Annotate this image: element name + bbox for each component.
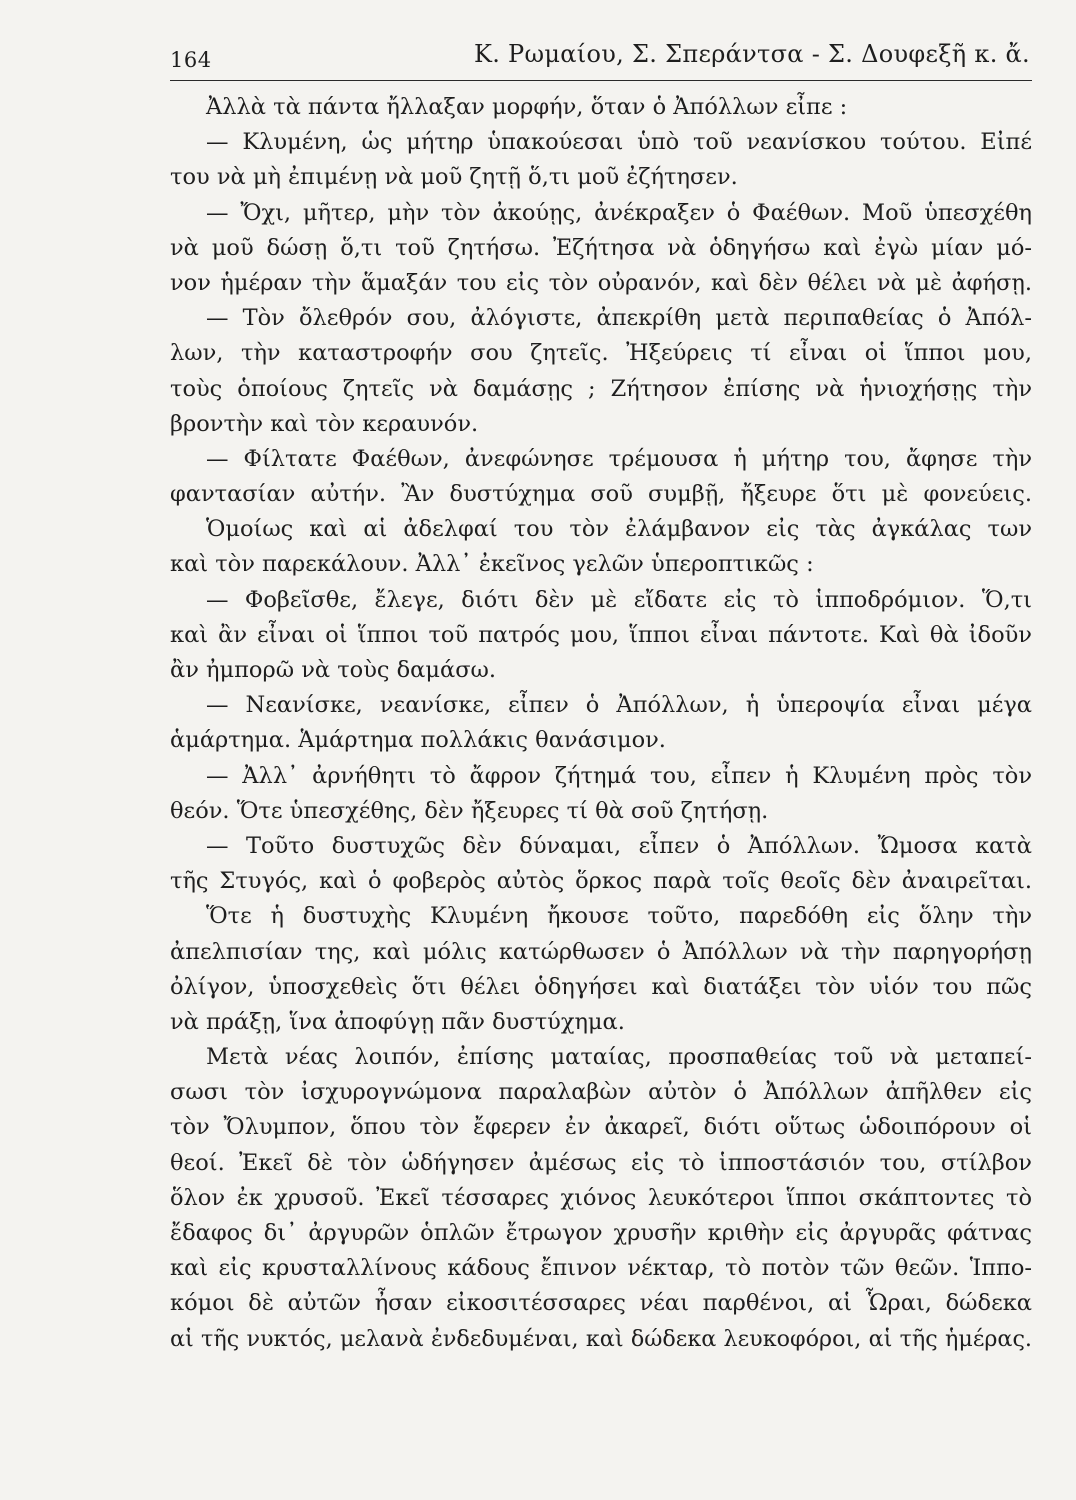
body-text <box>170 90 1032 1357</box>
text-line: Ἀλλὰ τὰ πάντα ἤλλαξαν μορφήν, ὅταν ὁ Ἀπόλλων εἶπε : <box>206 94 848 120</box>
text-line: νον ἡμέραν τὴν ἅμαξάν του εἰς τὸν οὐρανόν, καὶ δὲν θέλει νὰ μὲ ἀφήσῃ. <box>170 269 1032 296</box>
text-line: νὰ μοῦ δώσῃ ὅ,τι τοῦ ζητήσω. Ἐζήτησα νὰ ὁδηγήσω καὶ ἐγὼ μίαν μό- <box>170 234 1032 261</box>
text-line: ἀπελπισίαν της, καὶ μόλις κατώρθωσεν ὁ Ἀπόλλων νὰ τὴν παρηγορήσῃ <box>170 938 1032 965</box>
text-line: τοὺς ὁποίους ζητεῖς νὰ δαμάσῃς ; Ζήτησον ἐπίσης νὰ ἡνιοχήσῃς τὴν <box>170 375 1032 402</box>
text-line: τῆς Στυγός, καὶ ὁ φοβερὸς αὐτὸς ὅρκος παρὰ τοῖς θεοῖς δὲν ἀναιρεῖται. <box>170 868 1032 895</box>
text-line: κόμοι δὲ αὐτῶν ἦσαν εἰκοσιτέσσαρες νέαι παρθένοι, αἱ Ὧραι, δώδεκα <box>170 1290 1032 1317</box>
text-line: βροντὴν καὶ τὸν κεραυνόν. <box>170 410 479 437</box>
text-line: — Κλυμένη, ὡς μήτηρ ὑπακούεσαι ὑπὸ τοῦ νεανίσκου τούτου. Εἰπέ <box>206 129 1032 156</box>
text-line: ἂν ἠμπορῶ νὰ τοὺς δαμάσω. <box>170 657 497 683</box>
text-line: — Τὸν ὄλεθρόν σου, ἀλόγιστε, ἀπεκρίθη μετὰ περιπαθείας ὁ Ἀπόλ- <box>206 305 1032 332</box>
running-head: Κ. Ρωμαίου, Σ. Σπεράντσα - Σ. Δουφεξῆ κ. ἄ. <box>473 40 1030 68</box>
text-line: τὸν Ὄλυμπον, ὅπου τὸν ἔφερεν ἐν ἀκαρεῖ, διότι οὕτως ὡδοιπόρουν οἱ <box>170 1114 1032 1141</box>
text-line: Ὅτε ἡ δυστυχὴς Κλυμένη ἤκουσε τοῦτο, παρεδόθη εἰς ὅλην τὴν <box>206 903 1032 930</box>
page-number: 164 <box>170 48 212 72</box>
text-line: σωσι τὸν ἰσχυρογνώμονα παραλαβὼν αὐτὸν ὁ Ἀπόλλων ἀπῆλθεν εἰς <box>170 1079 1032 1106</box>
text-line: ὅλον ἐκ χρυσοῦ. Ἐκεῖ τέσσαρες χιόνος λευκότεροι ἵπποι σκάπτοντες τὸ <box>170 1184 1032 1211</box>
text-line: καὶ εἰς κρυσταλλίνους κάδους ἔπινον νέκταρ, τὸ ποτὸν τῶν θεῶν. Ἱππο- <box>170 1255 1032 1282</box>
text-line: Ὁμοίως καὶ αἱ ἀδελφαί του τὸν ἐλάμβανον εἰς τὰς ἀγκάλας των <box>206 516 1032 543</box>
text-line: Μετὰ νέας λοιπόν, ἐπίσης ματαίας, προσπαθείας τοῦ νὰ μεταπεί- <box>206 1044 1032 1071</box>
text-line: ὀλίγον, ὑποσχεθεὶς ὅτι θέλει ὁδηγήσει καὶ διατάξει τὸν υἱόν του πῶς <box>170 973 1032 1000</box>
text-line: φαντασίαν αὐτήν. Ἂν δυστύχημα σοῦ συμβῇ, ἤξευρε ὅτι μὲ φονεύεις. <box>170 481 1032 508</box>
text-line: θεοί. Ἐκεῖ δὲ τὸν ὡδήγησεν ἀμέσως εἰς τὸ ἱπποστάσιόν του, στίλβον <box>170 1149 1032 1176</box>
text-line: — Ἀλλ᾽ ἀρνήθητι τὸ ἄφρον ζήτημά του, εἶπεν ἡ Κλυμένη πρὸς τὸν <box>206 762 1032 789</box>
text-line: ἁμάρτημα. Ἁμάρτημα πολλάκις θανάσιμον. <box>170 727 666 754</box>
text-line: του νὰ μὴ ἐπιμένῃ νὰ μοῦ ζητῇ ὅ,τι μοῦ ἐζήτησεν. <box>170 164 738 191</box>
text-line: — Τοῦτο δυστυχῶς δὲν δύναμαι, εἶπεν ὁ Ἀπόλλων. Ὤμοσα κατὰ <box>206 832 1032 859</box>
text-line: — Ὄχι, μῆτερ, μὴν τὸν ἀκούῃς, ἀνέκραξεν ὁ Φαέθων. Μοῦ ὑπεσχέθη <box>206 199 1032 226</box>
text-line: λων, τὴν καταστροφήν σου ζητεῖς. Ἠξεύρεις τί εἶναι οἱ ἵπποι μου, <box>170 340 1032 367</box>
text-line: νὰ πράξῃ, ἵνα ἀποφύγῃ πᾶν δυστύχημα. <box>170 1008 625 1035</box>
text-line: θεόν. Ὅτε ὑπεσχέθης, δὲν ἤξευρες τί θὰ σοῦ ζητήσῃ. <box>170 797 769 824</box>
text-line: — Φοβεῖσθε, ἔλεγε, διότι δὲν μὲ εἴδατε εἰς τὸ ἱπποδρόμιον. Ὅ,τι <box>206 586 1032 613</box>
text-line: — Νεανίσκε, νεανίσκε, εἶπεν ὁ Ἀπόλλων, ἡ ὑπεροψία εἶναι μέγα <box>206 692 1032 719</box>
page-header <box>170 38 1030 78</box>
text-line: καὶ τὸν παρεκάλουν. Ἀλλ᾽ ἐκεῖνος γελῶν ὑπεροπτικῶς : <box>170 551 814 578</box>
text-line: — Φίλτατε Φαέθων, ἀνεφώνησε τρέμουσα ἡ μήτηρ του, ἄφησε τὴν <box>206 445 1032 472</box>
text-line: αἱ τῆς νυκτός, μελανὰ ἐνδεδυμέναι, καὶ δώδεκα λευκοφόροι, αἱ τῆς ἡμέρας. <box>170 1325 1032 1352</box>
text-line: καὶ ἂν εἶναι οἱ ἵπποι τοῦ πατρός μου, ἵπποι εἶναι πάντοτε. Καὶ θὰ ἰδοῦν <box>170 621 1032 648</box>
header-rule <box>170 80 1032 81</box>
text-line: ἔδαφος δι᾽ ἀργυρῶν ὁπλῶν ἔτρωγον χρυσῆν κριθὴν εἰς ἀργυρᾶς φάτνας <box>170 1220 1032 1246</box>
